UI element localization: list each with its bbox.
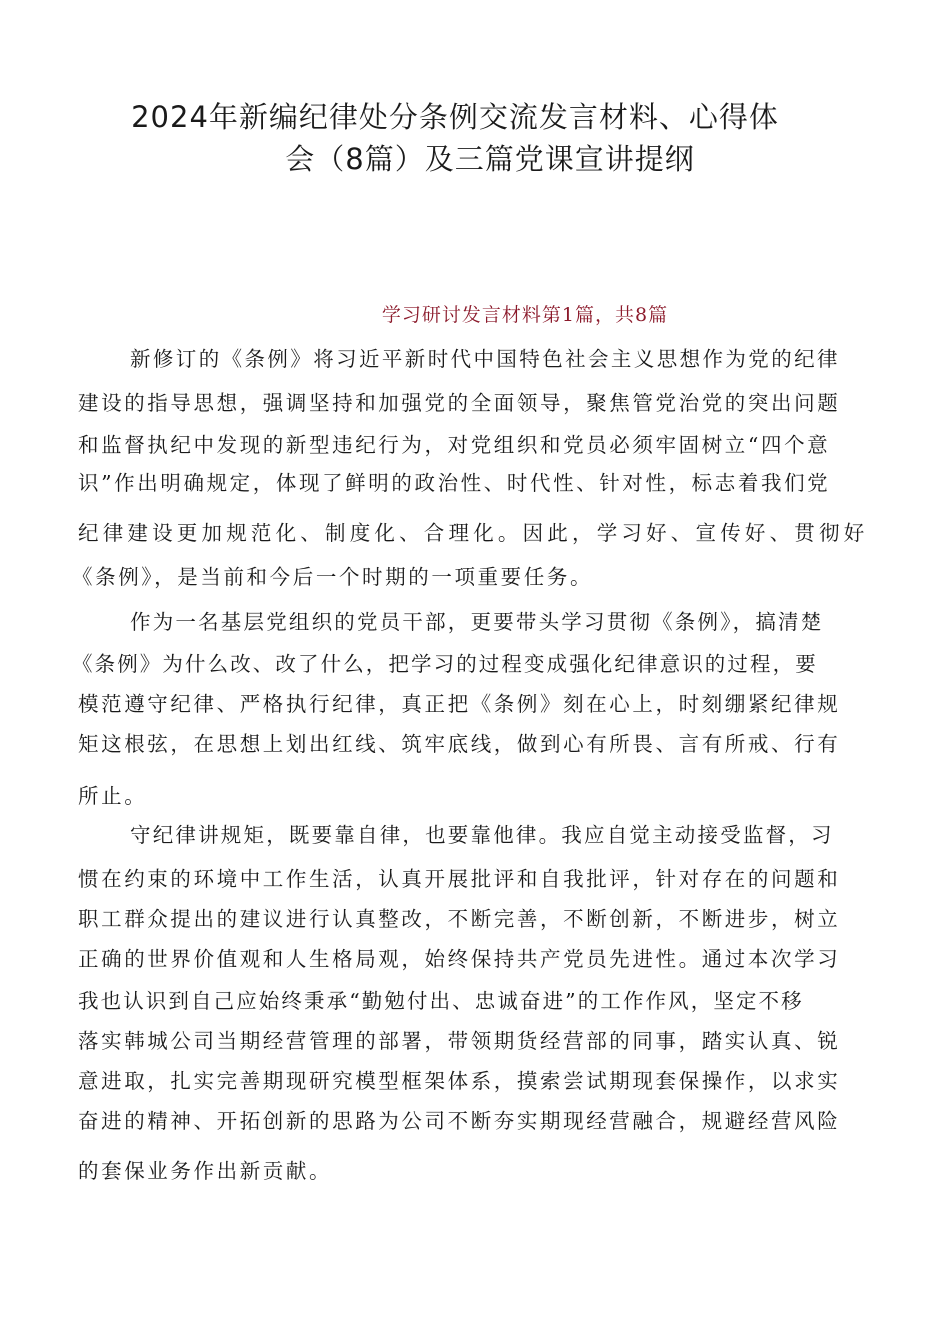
paragraph-line: 矩这根弦，在思想上划出红线、筑牢底线，做到心有所畏、言有所戒、行有	[78, 732, 841, 756]
paragraph-line: 《条例》为什么改、改了什么，把学习的过程变成强化纪律意识的过程，要	[72, 652, 818, 676]
paragraph-line: 和监督执纪中发现的新型违纪行为，对党组织和党员必须牢固树立“四个意	[78, 433, 831, 457]
paragraph-line: 我也认识到自己应始终秉承“勤勉付出、忠诚奋进”的工作作风，坚定不移	[78, 989, 804, 1013]
document-title	[0, 96, 950, 180]
title-line-1: 2024年新编纪律处分条例交流发言材料、心得体	[131, 100, 779, 134]
paragraph-line: 职工群众提出的建议进行认真整改，不断完善，不断创新，不断进步，树立	[78, 907, 841, 931]
paragraph-line: 《条例》，是当前和今后一个时期的一项重要任务。	[72, 565, 594, 589]
paragraph-line: 守纪律讲规矩，既要靠自律，也要靠他律。我应自觉主动接受监督，习	[130, 823, 834, 847]
paragraph-line: 落实韩城公司当期经营管理的部署，带领期货经营部的同事，踏实认真、锐	[78, 1029, 841, 1053]
paragraph-line: 识”作出明确规定，体现了鲜明的政治性、时代性、针对性，标志着我们党	[78, 471, 831, 495]
paragraph-line: 所止。	[78, 784, 148, 808]
paragraph-line: 惯在约束的环境中工作生活，认真开展批评和自我批评，针对存在的问题和	[78, 867, 841, 891]
paragraph-line: 正确的世界价值观和人生格局观，始终保持共产党员先进性。通过本次学习	[78, 947, 841, 971]
title-line-2: 会（8篇）及三篇党课宣讲提纲	[285, 142, 695, 176]
paragraph-line: 作为一名基层党组织的党员干部，更要带头学习贯彻《条例》，搞清楚	[130, 610, 824, 634]
paragraph-line: 建设的指导思想，强调坚持和加强党的全面领导，聚焦管党治党的突出问题	[78, 391, 841, 415]
section-subtitle: 学习研讨发言材料第1篇，共8篇	[381, 304, 669, 326]
paragraph-line: 纪律建设更加规范化、制度化、合理化。因此，学习好、宣传好、贯彻好	[78, 521, 869, 545]
paragraph-line: 模范遵守纪律、严格执行纪律，真正把《条例》刻在心上，时刻绷紧纪律规	[78, 692, 841, 716]
paragraph-line: 奋进的精神、开拓创新的思路为公司不断夯实期现经营融合，规避经营风险	[78, 1109, 841, 1133]
paragraph-line: 新修订的《条例》将习近平新时代中国特色社会主义思想作为党的纪律	[130, 347, 840, 371]
paragraph-line: 的套保业务作出新贡献。	[78, 1159, 333, 1183]
paragraph-line: 意进取，扎实完善期现研究模型框架体系，摸索尝试期现套保操作，以求实	[78, 1069, 841, 1093]
